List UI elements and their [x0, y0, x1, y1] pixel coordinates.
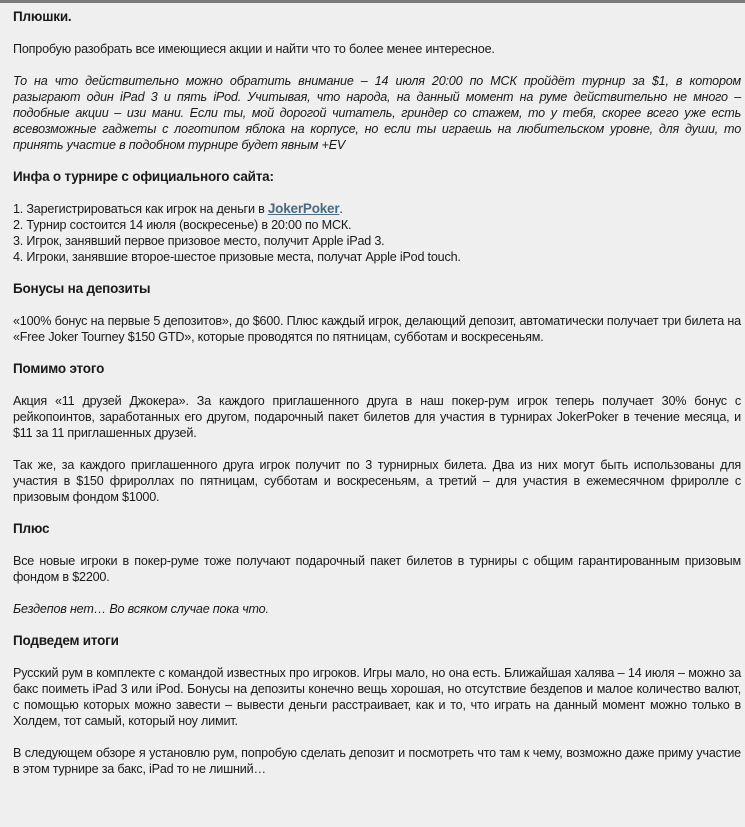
intro-paragraph: Попробую разобрать все имеющиеся акции и найти что то более менее интересное.	[13, 42, 495, 56]
list-item: 3. Игрок, занявший первое призовое место, получит Apple iPad 3.	[13, 234, 385, 248]
heading-title: Плюшки.	[13, 9, 72, 24]
plus-paragraph: Все новые игроки в покер-руме тоже получают подарочный пакет билетов в турниры с общим гарантированным призовым фондом в $2200.	[13, 554, 741, 584]
nodep-paragraph: Бездепов нет… Во всяком случае пока что.	[13, 602, 269, 616]
heading-more: Помимо этого	[13, 361, 105, 376]
summary-paragraph-2: В следующем обзоре я установлю рум, попробую сделать депозит и посмотреть что там к чему, возможно даже приму участие в этом турнире за бакс, iPad то не лишний…	[13, 746, 741, 776]
summary-paragraph-1: Русский рум в комплекте с командой известных про игроков. Игры мало, но она есть. Ближайшая халява – 14 июля – можно за бакс поиметь iPad 3 или iPod. Бонусы на депозиты конечно вещь хорошая, но отсутствие бездепов и малое количество валют, с помощью которых можно завести – вывести деньги расстраивает, как и то, что играть на данный момент можно только в Холдем, тот самый, который ноу лимит.	[13, 666, 741, 728]
italic-paragraph: То на что действительно можно обратить внимание – 14 июля 20:00 по МСК пройдёт турнир за $1, в котором разыграют один iPad 3 и пять iPod. Учитывая, что народа, на данный момент на руме действительно не много – подобные акции – изи мани. Если ты, мой дорогой читатель, гриндер со стажем, то у тебя, скорее всего уже есть всевозможные гаджеты с логотипом яблока на корпусе, но если ты играешь на любительском уровне, для души, то принять участие в подобном турнире будет явным +EV	[13, 74, 741, 152]
heading-plus: Плюс	[13, 521, 50, 536]
jokerpoker-link[interactable]: JokerPoker	[267, 201, 340, 216]
heading-summary: Подведем итоги	[13, 633, 119, 648]
list-text: 1. Зарегистрироваться как игрок на деньги в	[13, 202, 268, 216]
article	[0, 3, 745, 777]
heading-bonus: Бонусы на депозиты	[13, 281, 151, 296]
list-item	[13, 201, 741, 217]
bonus-paragraph: «100% бонус на первые 5 депозитов», до $600. Плюс каждый игрок, делающий депозит, автоматически получает три билета на «Free Joker Tourney $150 GTD», которые проводятся по пятницам, субботам и воскресеньям.	[13, 314, 741, 344]
list-item: 4. Игроки, занявшие второе-шестое призовые места, получат Apple iPod touch.	[13, 250, 461, 264]
heading-info: Инфа о турнире с официального сайта:	[13, 169, 274, 184]
more-paragraph-1: Акция «11 друзей Джокера». За каждого приглашенного друга в наш покер-рум игрок теперь получает 30% бонус с рейкопоинтов, заработанных его другом, подарочный пакет билетов для участия в турнирах JokerPoker в течение месяца, и $11 за 11 приглашенных друзей.	[13, 394, 741, 440]
info-list	[13, 201, 741, 265]
list-text: .	[339, 202, 343, 216]
list-item: 2. Турнир состоится 14 июля (воскресенье) в 20:00 по МСК.	[13, 218, 352, 232]
more-paragraph-2: Так же, за каждого приглашенного друга игрок получит по 3 турнирных билета. Два из них могут быть использованы для участия в $150 фрироллах по пятницам, субботам и воскресеньям, а третий – для участия в ежемесячном фриролле с призовым фондом $1000.	[13, 458, 741, 504]
